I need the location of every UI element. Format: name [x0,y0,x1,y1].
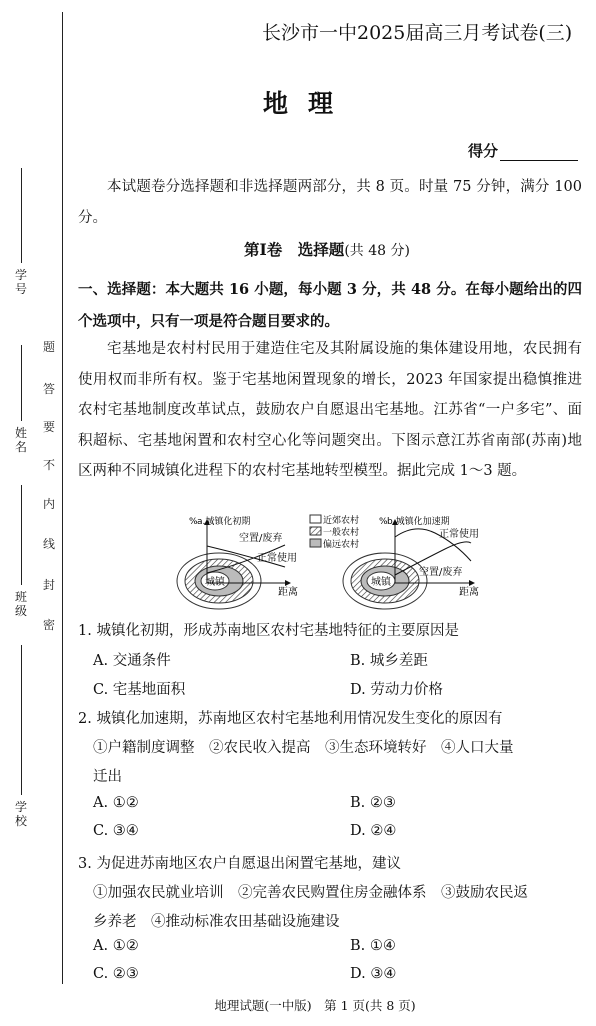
q2-option-a[interactable]: A. ①② [93,795,139,811]
section-points: (共 48 分) [344,243,410,259]
question-3-stem: 3. 为促进苏南地区农户自愿退出闲置宅基地，建议 [78,856,401,872]
question-2-stem: 2. 城镇化加速期，苏南地区农村宅基地利用情况发生变化的原因有 [78,711,503,727]
legend-general: 一般农村 [323,528,360,538]
q3-option-a[interactable]: A. ①② [93,938,139,954]
right-center: 城镇 [371,577,391,588]
left-title: a.城镇化初期 [197,517,251,527]
seal-char: 答 [42,382,55,396]
q2-items-line1: ①户籍制度调整 ②农民收入提高 ③生态环境转好 ④人口大量 [93,740,514,756]
score-label: 得分 [468,142,499,160]
diagram-left [177,515,298,609]
q2-option-c[interactable]: C. ③④ [93,823,139,839]
left-y-axis: % [189,517,198,527]
q1-option-b[interactable]: B. 城乡差距 [350,653,428,669]
seal-char: 封 [42,578,55,592]
left-x-axis: 距离 [278,587,298,598]
urbanization-model-figure [175,511,589,613]
right-title: b.城镇化加速期 [387,517,450,527]
q2-option-d[interactable]: D. ②④ [350,823,397,839]
seal-char: 内 [42,497,55,511]
legend-swatch-general [310,527,321,535]
legend-swatch-remote [310,539,321,547]
subject-title: 地理 [262,89,353,118]
material-text: 宅基地是农村村民用于建造住宅及其附属设施的集体建设用地，农民拥有使用权而非所有权。鉴于宅基地闲置现象的增长，2023 年国家提出稳慎推进农村宅基地制度改革试点，鼓励农户自愿退出宅基地。江苏省“一户多宅”、面积超标、宅基地闲置和农村空心化等问题突出。下图示意江苏省南部(苏南)地区两种不同城镇化进程下的农村宅基地转型模型。据此完成 1～3 题。 [78,341,582,480]
seal-char: 密 [42,618,55,632]
q3-option-c[interactable]: C. ②③ [93,966,139,982]
binding-line [62,12,63,984]
school-label: 学校 [14,800,27,828]
left-center: 城镇 [205,577,225,588]
q1-option-a[interactable]: A. 交通条件 [93,653,171,669]
section-title: 第Ⅰ卷 选择题 [244,240,345,259]
q3-option-b[interactable]: B. ①④ [350,938,396,954]
student-id-label: 学号 [14,268,27,296]
instructions: 一、选择题：本大题共 16 小题，每小题 3 分，共 48 分。在每小题给出的四个选项中，只有一项是符合题目要求的。 [78,281,582,330]
section-heading [0,238,596,260]
q2-items-line2: 迁出 [93,769,122,785]
seal-char: 题 [42,340,55,354]
seal-char: 不 [42,458,55,472]
legend-remote: 偏远农村 [323,540,360,550]
name-blank[interactable] [21,345,22,421]
score-blank[interactable] [500,146,578,161]
seal-char: 要 [42,420,55,434]
class-blank[interactable] [21,485,22,585]
legend-near: 近郊农村 [323,516,360,526]
q3-option-d[interactable]: D. ③④ [350,966,397,982]
right-curve-top: 正常使用 [439,529,479,540]
q1-option-c[interactable]: C. 宅基地面积 [93,682,186,698]
score-field [468,140,578,161]
intro-text: 本试题卷分选择题和非选择题两部分，共 8 页。时量 75 分钟，满分 100 分。 [78,179,582,226]
q1-option-d[interactable]: D. 劳动力价格 [350,682,443,698]
class-label: 班级 [14,590,27,618]
seal-char: 线 [42,537,55,551]
name-label: 姓名 [14,426,27,454]
right-curve-bottom: 空置/废弃 [419,567,463,578]
left-curve-bottom: 正常使用 [257,553,297,564]
question-1-stem: 1. 城镇化初期，形成苏南地区农村宅基地特征的主要原因是 [78,623,459,639]
right-x-axis: 距离 [459,587,479,598]
page-footer: 地理试题(一中版) 第 1 页(共 8 页) [214,998,416,1013]
q2-option-b[interactable]: B. ②③ [350,795,396,811]
exam-title: 长沙市一中2025届高三月考试卷(三) [262,22,573,44]
q3-items-line2: 乡养老 ④推动标准农田基础设施建设 [93,914,340,930]
right-y-axis: % [379,517,388,527]
legend-swatch-near [310,515,321,523]
diagram-right [343,515,479,609]
q3-items-line1: ①加强农民就业培训 ②完善农民购置住房金融体系 ③鼓励农民返 [93,885,528,901]
figure-legend [310,514,359,550]
left-curve-top: 空置/废弃 [239,533,283,544]
school-blank[interactable] [21,645,22,795]
